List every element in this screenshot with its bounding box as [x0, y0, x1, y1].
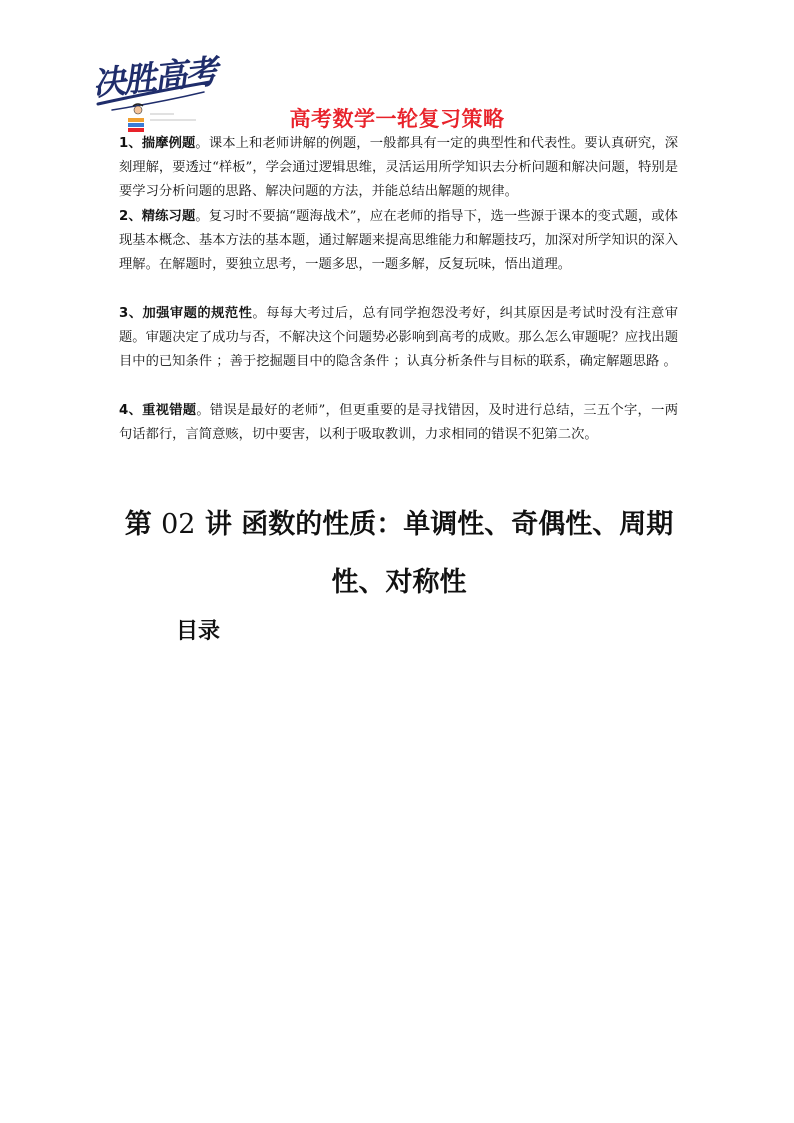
strategy-title-3: 3、加强审题的规范性: [119, 306, 253, 321]
strategy-paragraph-1: [119, 132, 678, 205]
strategy-body-2: 。复习时不要搞“题海战术”，应在老师的指导下，选一些源于课本的变式题，或体现基本概念、基本方法的基本题，通过解题来提高思维能力和解题技巧，加深对所学知识的深入理解。在解题时，要独立思考，一题多思，一题多解，反复玩味，悟出道理。: [119, 209, 678, 273]
banner-title: 高考数学一轮复习策略: [289, 107, 505, 131]
table-of-contents-label: 目录: [176, 619, 221, 644]
strategy-body-4: 。错误是最好的老师”，但更重要的是寻找错因，及时进行总结，三五个字，一两句话都行，言简意赅，切中要害，以利于吸取教训，力求相同的错误不犯第二次。: [119, 403, 678, 443]
lecture-heading: [119, 496, 679, 612]
lecture-prefix: 第: [124, 509, 162, 540]
strategy-body-3: 。每每大考过后，总有同学抱怨没考好，纠其原因是考试时没有注意审题。审题决定了成功与否，不解决这个问题势必影响到高考的成败。那么怎么审题呢？应找出题目中的已知条件 ；善于挖掘题目中的隐含条件 ；认真分析条件与目标的联系，确定解题思路 。: [119, 306, 678, 370]
lecture-title: 函数的性质：单调性、奇偶性、周期性、对称性: [241, 509, 674, 598]
strategy-body-1: 。课本上和老师讲解的例题，一般都具有一定的典型性和代表性。要认真研究，深刻理解，要透过“样板”，学会通过逻辑思维，灵活运用所学知识去分析问题和解决问题，特别是要学习分析问题的思路、解决问题的方法，并能总结出解题的规律。: [119, 136, 678, 200]
lecture-suffix: 讲: [195, 509, 242, 540]
strategy-paragraph-4: [119, 399, 678, 447]
logo-text: 决胜高考: [90, 51, 218, 104]
strategy-paragraph-3: [119, 302, 678, 375]
strategy-title-4: 4、重视错题: [119, 403, 197, 418]
lecture-number: 02: [161, 509, 196, 540]
strategy-paragraph-2: [119, 205, 678, 278]
strategy-title-2: 2、精练习题: [119, 209, 196, 224]
strategy-title-1: 1、揣摩例题: [119, 136, 196, 151]
